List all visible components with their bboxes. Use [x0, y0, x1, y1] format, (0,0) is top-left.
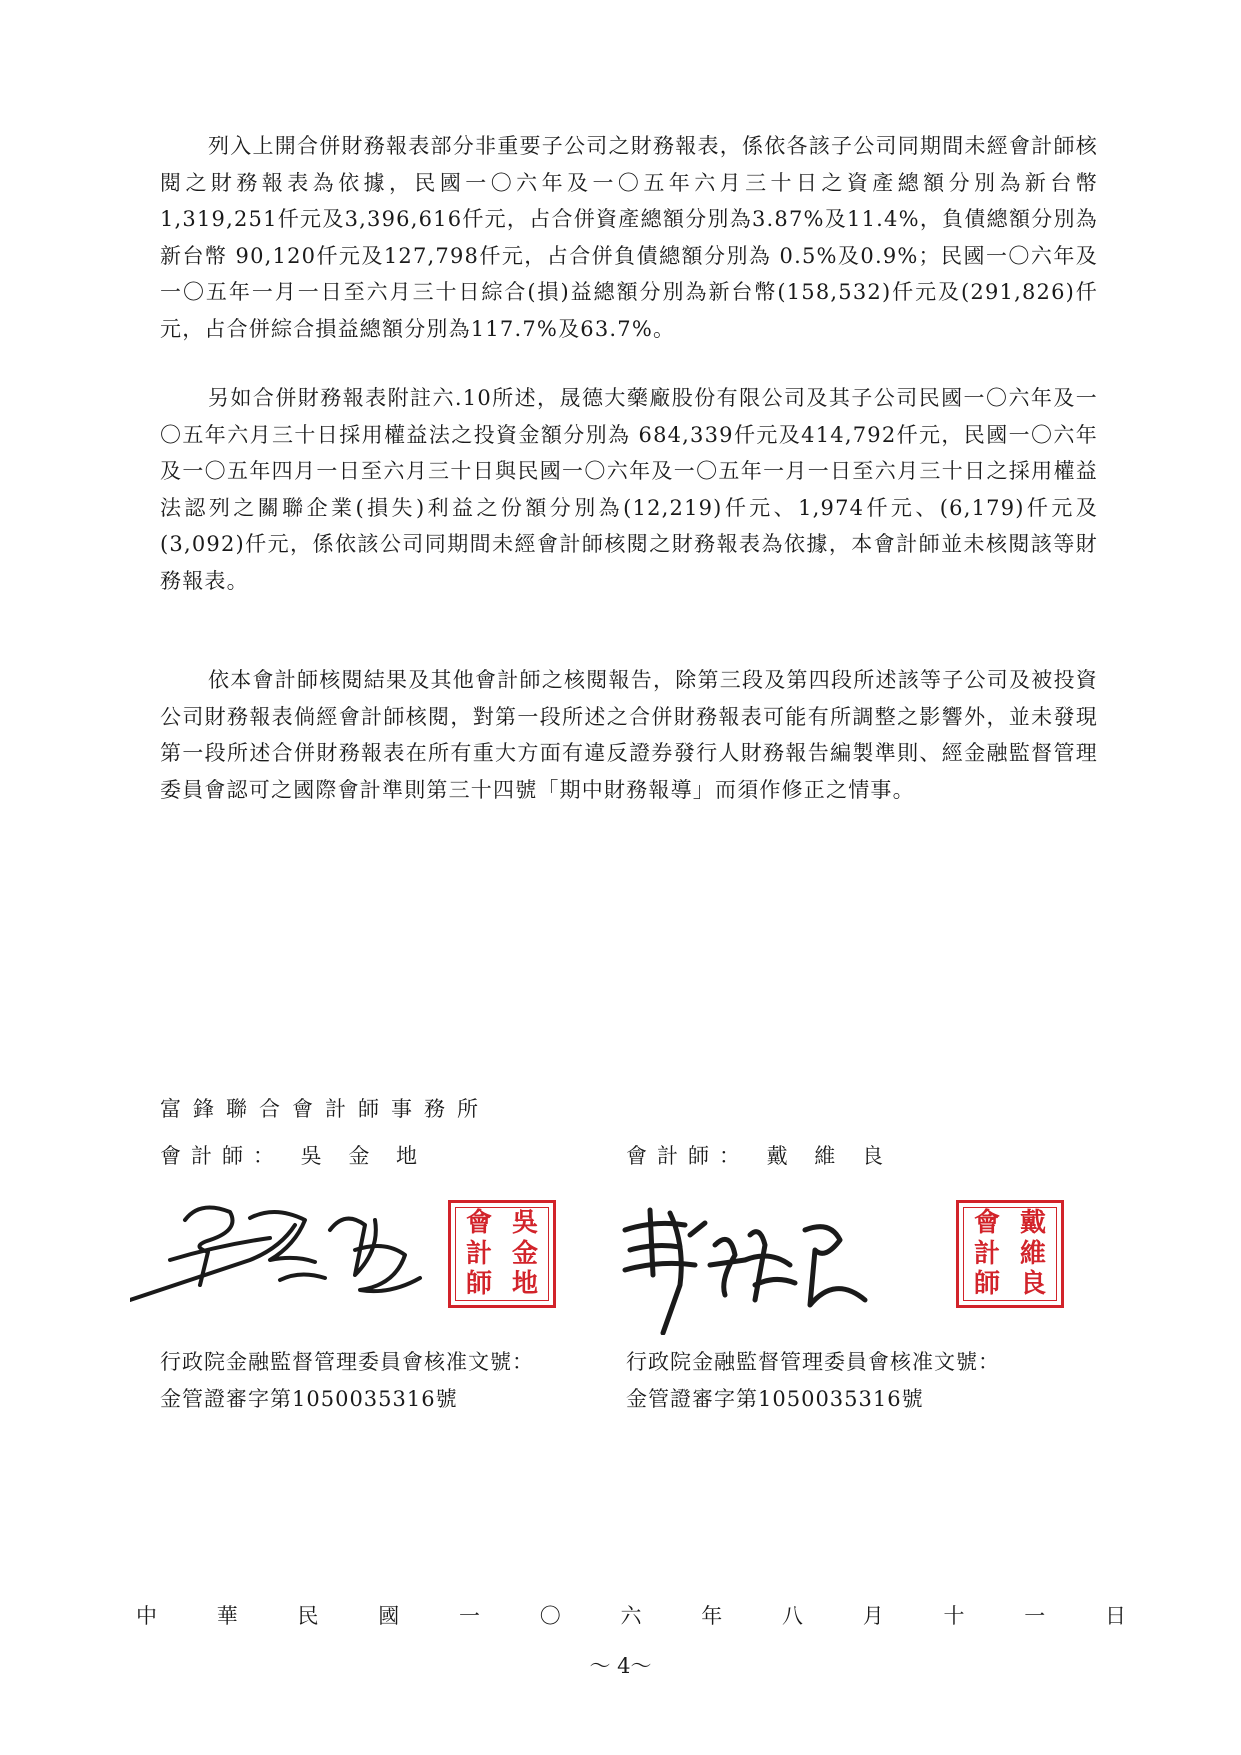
- paragraph-2: 另如合併財務報表附註六.10所述，晟德大藥廠股份有限公司及其子公司民國一〇六年及一〇五年六月三十日採用權益法之投資金額分別為 684,339仟元及414,792仟元，民國一〇六年及一〇五年四月一日至六月三十日與民國一〇六年及一〇五年一月一日至六月三十日之採用權益法認列之關聯企業(損失)利益之份額分別為(12,219)仟元、1,974仟元、(6,179)仟元及(3,092)仟元，係依該公司同期間未經會計師核閱之財務報表為依據，本會計師並未核閱該等財務報表。: [160, 386, 1098, 593]
- date-char: 六: [620, 1604, 642, 1628]
- date-char: 中: [136, 1604, 157, 1628]
- firm-name: 富鋒聯合會計師事務所: [160, 1097, 490, 1121]
- seal-left-char: 金: [511, 1238, 538, 1269]
- seal-right: [956, 1200, 1064, 1308]
- seal-right-char: 師: [973, 1269, 1000, 1300]
- approval-left: [160, 1344, 534, 1418]
- paragraph-3: 依本會計師核閱結果及其他會計師之核閱報告，除第三段及第四段所述該等子公司及被投資公司財務報表倘經會計師核閱，對第一段所述之合併財務報表可能有所調整之影響外，並未發現第一段所述合併財務報表在所有重大方面有違反證券發行人財務報告編製準則、經金融監督管理委員會認可之國際會計準則第三十四號「期中財務報導」而須作修正之情事。: [160, 668, 1098, 802]
- date-char: 國: [378, 1604, 400, 1628]
- date-char: 〇: [539, 1604, 561, 1628]
- approval-title: 行政院金融監督管理委員會核准文號：: [160, 1350, 534, 1374]
- date-char: 八: [782, 1604, 803, 1628]
- approval-number: 金管證審字第1050035316號: [160, 1387, 458, 1411]
- paragraph-1: 列入上開合併財務報表部分非重要子公司之財務報表，係依各該子公司同期間未經會計師核閱之財務報表為依據，民國一〇六年及一〇五年六月三十日之資產總額分別為新台幣1,319,251仟元及3,396,616仟元，占合併資產總額分別為3.87%及11.4%，負債總額分別為新台幣 90,120仟元及127,798仟元，占合併負債總額分別為 0.5%及0.9%；民國一〇六年及一〇五年一月一日至六月三十日綜合(損)益總額分別為新台幣(158,532)仟元及(291,826)仟元，占合併綜合損益總額分別為117.7%及63.7%。: [160, 134, 1098, 341]
- date-char: 華: [216, 1604, 238, 1628]
- seal-left-char: 地: [511, 1269, 538, 1300]
- date-char: 年: [701, 1604, 723, 1628]
- signature-right: [615, 1205, 875, 1335]
- seal-left-char: 計: [465, 1238, 492, 1269]
- seal-left-char: 吳: [511, 1208, 538, 1238]
- date-char: 月: [862, 1604, 884, 1628]
- seal-left-char: 會: [465, 1208, 492, 1238]
- seal-right-char: 會: [973, 1208, 1000, 1238]
- cpa-name-right: 會計師： 戴 維 良: [626, 1144, 894, 1168]
- date-char: 一: [459, 1604, 480, 1628]
- approval-title: 行政院金融監督管理委員會核准文號：: [626, 1350, 1000, 1374]
- seal-right-char: 維: [1019, 1238, 1046, 1269]
- seal-right-char: 良: [1019, 1269, 1046, 1300]
- date-char: 一: [1024, 1604, 1046, 1628]
- approval-number: 金管證審字第1050035316號: [626, 1387, 924, 1411]
- page-number: ～ 4～: [589, 1654, 652, 1678]
- date-char: 日: [1105, 1604, 1126, 1628]
- seal-right-char: 戴: [1019, 1208, 1046, 1238]
- cpa-name-left: 會計師： 吳 金 地: [160, 1144, 428, 1168]
- date-char: 十: [943, 1604, 965, 1628]
- approval-right: [626, 1344, 1000, 1418]
- seal-left-char: 師: [465, 1269, 492, 1300]
- date-char: 民: [297, 1604, 319, 1628]
- signature-left: [130, 1190, 430, 1320]
- seal-right-char: 計: [973, 1238, 1000, 1269]
- seal-left: [448, 1200, 556, 1308]
- date-line: [136, 1600, 1126, 1630]
